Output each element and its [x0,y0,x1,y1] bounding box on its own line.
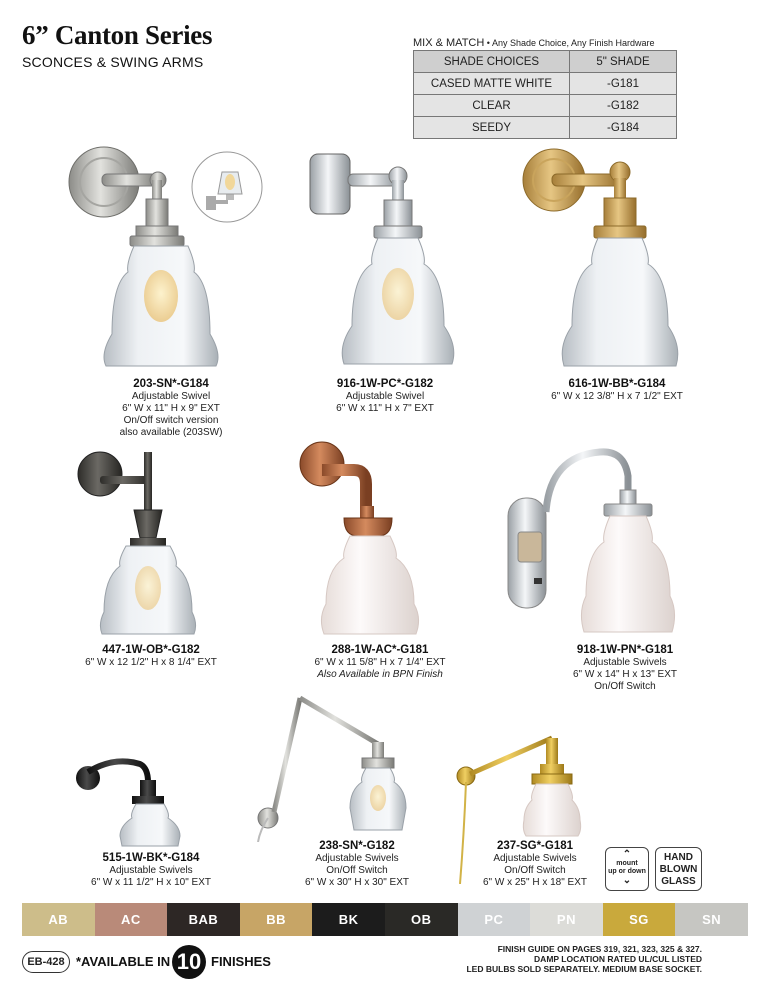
shade-code: -G184 [570,117,677,139]
spec-line: On/Off Switch [326,865,388,876]
sku-237: 237-SG*-G181 [496,840,574,852]
spec-line: 6" W x 11 5/8" H x 7 1/4" EXT [314,657,446,668]
sku-918: 918-1W-PN*-G181 [576,644,674,656]
product-image-447 [74,446,204,638]
sku-203: 203-SN*-G184 [133,378,209,390]
spec-line: 6" W x 25" H x 18" EXT [482,877,587,888]
finish-swatch-pc: PC [458,903,531,936]
available-prefix: *AVAILABLE IN [76,954,171,969]
mount-badge [605,847,649,891]
spec-line: 6" W x 14" H x 13" EXT [572,669,677,680]
finish-swatch-bb: BB [240,903,313,936]
spec-line: Also Available in BPN Finish [317,669,443,680]
finish-swatches [22,903,748,936]
shade-choices-table [413,50,677,139]
caption-916 [300,378,470,415]
fine-print [466,944,702,974]
spec-line: Adjustable Swivels [315,853,399,864]
spec-line: Adjustable Swivels [109,865,193,876]
finish-swatch-sg: SG [603,903,676,936]
finish-swatch-bab: BAB [167,903,240,936]
shade-name: CASED MATTE WHITE [414,73,570,95]
page-code: EB-428 [22,951,70,973]
spec-line: 6" W x 11" H x 7" EXT [336,403,434,414]
spec-line: 6" W x 12 1/2" H x 8 1/4" EXT [85,657,217,668]
mix-match-title: MIX & MATCH [413,37,485,49]
spec-line: 6" W x 11 1/2" H x 10" EXT [91,877,211,888]
page-subtitle: SCONCES & SWING ARMS [22,54,204,70]
spec-line: 6" W x 11" H x 9" EXT [122,403,220,414]
hand-blown-badge [655,847,702,891]
finish-swatch-pn: PN [530,903,603,936]
finish-swatch-ab: AB [22,903,95,936]
sku-616: 616-1W-BB*-G184 [568,378,666,390]
sku-288: 288-1W-AC*-G181 [331,644,429,656]
sku-916: 916-1W-PC*-G182 [336,378,434,390]
finish-swatch-bk: BK [312,903,385,936]
spec-line: also available (203SW) [119,427,223,438]
finish-count-badge: 10 [172,945,206,979]
spec-line: Adjustable Swivels [583,657,667,668]
sku-447: 447-1W-OB*-G182 [102,644,200,656]
spec-line: 6" W x 12 3/8" H x 7 1/2" EXT [551,391,683,402]
caption-447 [66,644,236,669]
finish-swatch-sn: SN [675,903,748,936]
available-suffix: FINISHES [211,954,271,969]
mount-label-2: up or down [608,868,646,875]
mix-match-note: • Any Shade Choice, Any Finish Hardware [484,38,655,48]
fine-print-line: FINISH GUIDE ON PAGES 319, 321, 323, 325 & 327. [497,944,702,954]
shade-name: CLEAR [414,95,570,117]
caption-918 [540,644,710,693]
product-image-616 [522,146,682,372]
caption-237 [460,840,610,889]
finish-swatch-ob: OB [385,903,458,936]
caption-515 [66,852,236,889]
spec-line: Adjustable Swivels [493,853,577,864]
caption-616 [532,378,702,403]
spec-line: Adjustable Swivel [345,391,425,402]
shade-code: -G182 [570,95,677,117]
spec-line: Adjustable Swivel [131,391,211,402]
spec-line: 6" W x 30" H x 30" EXT [304,877,409,888]
finish-swatch-ac: AC [95,903,168,936]
caption-238 [282,840,432,889]
shade-code: -G181 [570,73,677,95]
mount-label: mount [616,860,638,867]
chevron-up-icon: ⌃ [622,849,632,860]
table-header-row [414,51,677,73]
spec-line: On/Off Switch [504,865,566,876]
sku-238: 238-SN*-G182 [319,840,395,852]
product-inset-203sw [190,150,264,224]
spec-line: On/Off Switch [594,681,656,692]
table-row [414,117,677,139]
table-row [414,73,677,95]
product-image-288 [298,440,448,640]
mix-match-label [413,37,655,49]
hand-blown-line: GLASS [661,876,696,887]
product-image-238 [254,694,414,842]
page-title: 6” Canton Series [22,20,213,50]
caption-203 [66,378,276,439]
product-image-515 [74,756,194,848]
fine-print-line: LED BULBS SOLD SEPARATELY. MEDIUM BASE SOCKET. [466,964,702,974]
table-header-size: 5" SHADE [570,51,677,73]
table-header-shade: SHADE CHOICES [414,51,570,73]
sku-515: 515-1W-BK*-G184 [102,852,200,864]
caption-288 [295,644,465,681]
spec-line: On/Off switch version [123,415,219,426]
table-row [414,95,677,117]
chevron-down-icon: ⌄ [622,875,632,886]
hand-blown-line: HAND [664,852,693,863]
product-image-918 [500,446,680,636]
product-image-916 [308,150,468,372]
fine-print-line: DAMP LOCATION RATED UL/CUL LISTED [534,954,702,964]
shade-name: SEEDY [414,117,570,139]
hand-blown-line: BLOWN [659,864,698,875]
